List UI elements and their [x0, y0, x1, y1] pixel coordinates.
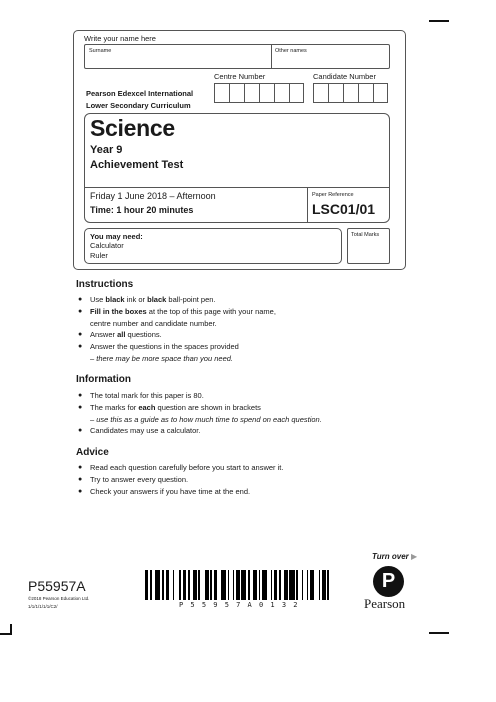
centre-number-cell[interactable]: [244, 83, 259, 103]
barcode: [145, 570, 333, 609]
barcode-bars: [145, 570, 333, 600]
turn-over-label: [372, 552, 417, 561]
print-code: 1/1/1/1/1/1/C2/: [28, 604, 58, 609]
candidate-number-cell[interactable]: [358, 83, 373, 103]
total-marks-box[interactable]: [347, 228, 390, 264]
crop-mark-top-right: [429, 20, 449, 22]
candidate-number-cell[interactable]: [343, 83, 358, 103]
list-item: ● Answer the questions in the spaces provided: [78, 341, 418, 353]
surname-label: Surname: [89, 48, 112, 54]
centre-number-cell[interactable]: [214, 83, 229, 103]
list-item: ● Read each question carefully before you start to answer it.: [78, 462, 418, 474]
crop-mark-bottom-left-v: [10, 624, 12, 635]
list-item: ● Answer all questions.: [78, 329, 418, 341]
copyright: ©2018 Pearson Education Ltd.: [28, 596, 90, 601]
may-need-item: Calculator: [90, 241, 124, 250]
list-item: ● Try to answer every question.: [78, 474, 418, 486]
candidate-number-cell[interactable]: [313, 83, 328, 103]
barcode-text: P 5 5 9 5 7 A 0 1 3 2: [178, 601, 299, 609]
centre-number-label: Centre Number: [214, 72, 266, 81]
other-names-field[interactable]: [272, 45, 389, 68]
crop-mark-bottom-left-h: [0, 633, 10, 635]
subject-title: Science: [90, 115, 175, 141]
advice-list: [78, 462, 418, 497]
barcode-bar: [329, 570, 332, 600]
logo-letter: P: [381, 570, 396, 592]
advice-heading: Advice: [76, 447, 109, 458]
pearson-logo-icon: [373, 566, 404, 597]
test-name: Achievement Test: [90, 159, 184, 171]
candidate-number-cell[interactable]: [373, 83, 388, 103]
instructions-list: [78, 294, 418, 365]
turn-over-text: Turn over: [372, 552, 409, 561]
list-item: ● The total mark for this paper is 80.: [78, 390, 418, 402]
information-list: [78, 390, 418, 437]
year-label: Year 9: [90, 144, 123, 156]
centre-number-cell[interactable]: [289, 83, 304, 103]
paper-reference-label: Paper Reference: [312, 192, 354, 198]
centre-number-cell[interactable]: [259, 83, 274, 103]
list-item-continued: – use this as a guide as to how much time to spend on each question.: [90, 414, 322, 424]
instructions-heading: Instructions: [76, 279, 134, 290]
crop-mark-bottom-right: [429, 632, 449, 634]
list-item-continued: – there may be more space than you need.: [90, 353, 234, 363]
may-need-title: You may need:: [90, 232, 143, 241]
exam-date: Friday 1 June 2018 – Afternoon: [90, 191, 216, 201]
candidate-number-boxes[interactable]: [313, 83, 388, 103]
centre-number-boxes[interactable]: [214, 83, 304, 103]
total-marks-label: Total Marks: [351, 232, 380, 238]
paper-reference: LSC01/01: [312, 201, 376, 217]
exam-board-line1: Pearson Edexcel International: [86, 89, 194, 98]
paper-title-box: [84, 113, 390, 223]
information-heading: Information: [76, 374, 131, 385]
ref-divider: [307, 187, 308, 222]
list-item: ● Use black ink or black ball-point pen.: [78, 294, 418, 306]
paper-code: P55957A: [28, 578, 86, 594]
surname-field[interactable]: [85, 45, 271, 68]
centre-number-cell[interactable]: [274, 83, 289, 103]
title-divider: [85, 187, 389, 188]
pearson-wordmark: Pearson: [364, 596, 406, 611]
equipment-box: [84, 228, 342, 264]
list-item: ● Fill in the boxes at the top of this page with your name,: [78, 306, 418, 318]
other-names-label: Other names: [275, 48, 307, 54]
list-item: ● Candidates may use a calculator.: [78, 425, 418, 437]
exam-board: [86, 88, 193, 112]
write-name-label: Write your name here: [84, 34, 156, 43]
list-item-continued: centre number and candidate number.: [90, 318, 217, 328]
exam-board-line2: Lower Secondary Curriculum: [86, 101, 191, 110]
may-need-item: Ruler: [90, 251, 108, 260]
candidate-number-label: Candidate Number: [313, 72, 376, 81]
list-item: ● The marks for each question are shown in brackets: [78, 402, 418, 414]
exam-time: Time: 1 hour 20 minutes: [90, 205, 194, 215]
centre-number-cell[interactable]: [229, 83, 244, 103]
candidate-number-cell[interactable]: [328, 83, 343, 103]
list-item: ● Check your answers if you have time at the end.: [78, 486, 418, 498]
name-row: [84, 44, 390, 69]
triangle-right-icon: ▶: [410, 552, 418, 561]
